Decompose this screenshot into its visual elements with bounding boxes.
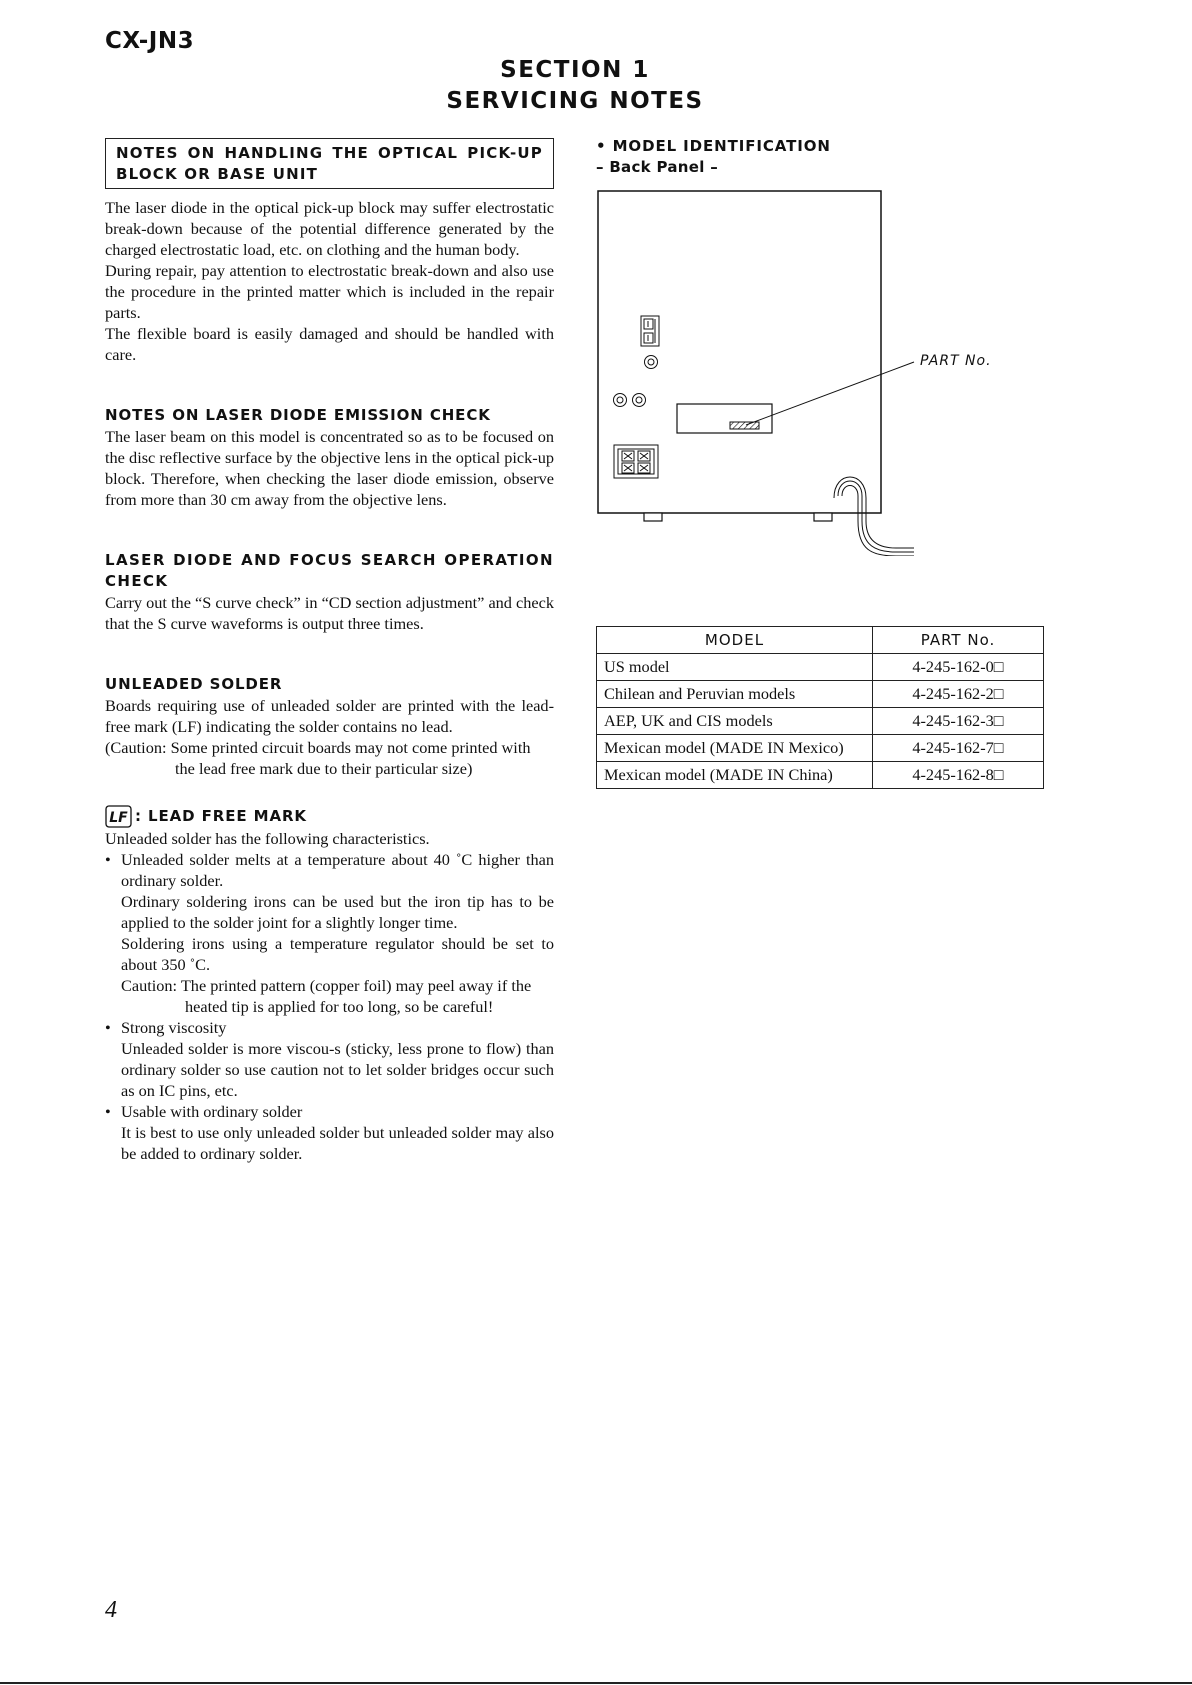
model-part-number-table [596,626,1044,789]
round-jack [645,356,658,369]
table-row [597,681,1044,708]
usable-detail: It is best to use only unleaded solder but unleaded solder may also be added to ordinary solder. [121,1123,554,1163]
model-cell: Mexican model (MADE IN Mexico) [597,735,873,762]
back-panel-label: – Back Panel – [596,158,718,176]
characteristic-usable-with-ordinary [105,1101,554,1122]
model-cell: AEP, UK and CIS models [597,708,873,735]
table-row [597,654,1044,681]
viscosity-detail: Unleaded solder is more viscou-s (sticky, less prone to flow) than ordinary solder so use caution not to let solder bridges occur such as on IC pins, etc. [121,1039,554,1100]
column-header-model: MODEL [597,627,873,654]
characteristic-melting-point [105,849,554,891]
speaker-terminal-small [641,316,659,346]
table-row [597,735,1044,762]
focus-check-heading: LASER DIODE AND FOCUS SEARCH OPERATION CHECK [105,551,554,590]
section-heading [0,55,1150,117]
part-number-cell: 4-245-162-2□ [873,681,1044,708]
table-row [597,762,1044,789]
part-number-area [730,422,759,429]
lead-free-mark-icon-text: LF [109,810,128,826]
part-number-cell: 4-245-162-0□ [873,654,1044,681]
model-cell: Mexican model (MADE IN China) [597,762,873,789]
melting-point-detail-1: Ordinary soldering irons can be used but the iron tip has to be applied to the solder joint for a slightly longer time. [121,892,554,932]
characteristic-viscosity-text: Strong viscosity [121,1018,227,1037]
emission-check-heading: NOTES ON LASER DIODE EMISSION CHECK [105,406,491,424]
section-title: SERVICING NOTES [446,88,704,114]
characteristic-melting-point-text: Unleaded solder melts at a temperature about 40 ˚C higher than ordinary solder. [121,850,554,890]
foot-right [814,513,832,521]
handling-paragraph-3: The flexible board is easily damaged and should be handled with care. [105,324,554,364]
lead-free-mark-heading [105,805,554,828]
table-row [597,708,1044,735]
handling-paragraph-1: The laser diode in the optical pick-up block may suffer electrostatic break-down because of the potential difference generated by the charged electrostatic load, etc. on clothing and the human body. [105,198,554,259]
lead-free-intro: Unleaded solder has the following characteristics. [105,829,430,848]
speaker-terminal-large [614,445,658,478]
model-code: CX-JN3 [105,28,195,54]
lead-free-mark-title: : LEAD FREE MARK [135,807,307,825]
melting-point-detail-2: Soldering irons using a temperature regulator should be set to about 350 ˚C. [121,934,554,974]
bullet: • [105,850,111,869]
left-column [105,138,554,1164]
unleaded-caution-continued: the lead free mark due to their particular size) [175,759,473,778]
page-number: 4 [105,1597,117,1623]
column-header-part-no: PART No. [873,627,1044,654]
bullet: • [105,1102,111,1121]
part-number-cell: 4-245-162-3□ [873,708,1044,735]
handling-notes-heading: NOTES ON HANDLING THE OPTICAL PICK-UP BLOCK OR BASE UNIT [105,138,554,189]
characteristic-usable-text: Usable with ordinary solder [121,1102,303,1121]
part-number-cell: 4-245-162-7□ [873,735,1044,762]
emission-check-paragraph: The laser beam on this model is concentrated so as to be focused on the disc reflective surface by the objective lens in the optical pick-up block. Therefore, when checking the laser diode emission, observe from more than 30 cm away from the objective lens. [105,427,554,509]
right-column [596,136,1046,178]
lead-free-mark-icon [105,805,132,828]
unleaded-solder-paragraph: Boards requiring use of unleaded solder are printed with the lead-free mark (LF) indicating the solder contains no lead. [105,696,554,736]
bottom-rule [0,1682,1192,1684]
bullet: • [105,1018,111,1037]
unleaded-solder-heading: UNLEADED SOLDER [105,675,283,693]
focus-check-paragraph: Carry out the “S curve check” in “CD section adjustment” and check that the S curve waveforms is output three times. [105,593,554,633]
unleaded-caution-line: (Caution: Some printed circuit boards may not come printed with [105,738,531,757]
melting-point-caution: Caution: The printed pattern (copper foil) may peel away if the [121,976,532,995]
melting-point-caution-continued: heated tip is applied for too long, so be careful! [185,997,494,1016]
model-cell: Chilean and Peruvian models [597,681,873,708]
handling-paragraph-2: During repair, pay attention to electrostatic break-down and also use the procedure in the printed matter which is included in the repair parts. [105,261,554,322]
model-cell: US model [597,654,873,681]
characteristic-viscosity [105,1017,554,1038]
part-number-callout: PART No. [920,353,992,369]
foot-left [644,513,662,521]
table-header-row [597,627,1044,654]
section-number: SECTION 1 [500,57,650,83]
model-identification-heading: • MODEL IDENTIFICATION [596,137,831,155]
part-number-cell: 4-245-162-8□ [873,762,1044,789]
back-panel-diagram [596,186,1016,556]
